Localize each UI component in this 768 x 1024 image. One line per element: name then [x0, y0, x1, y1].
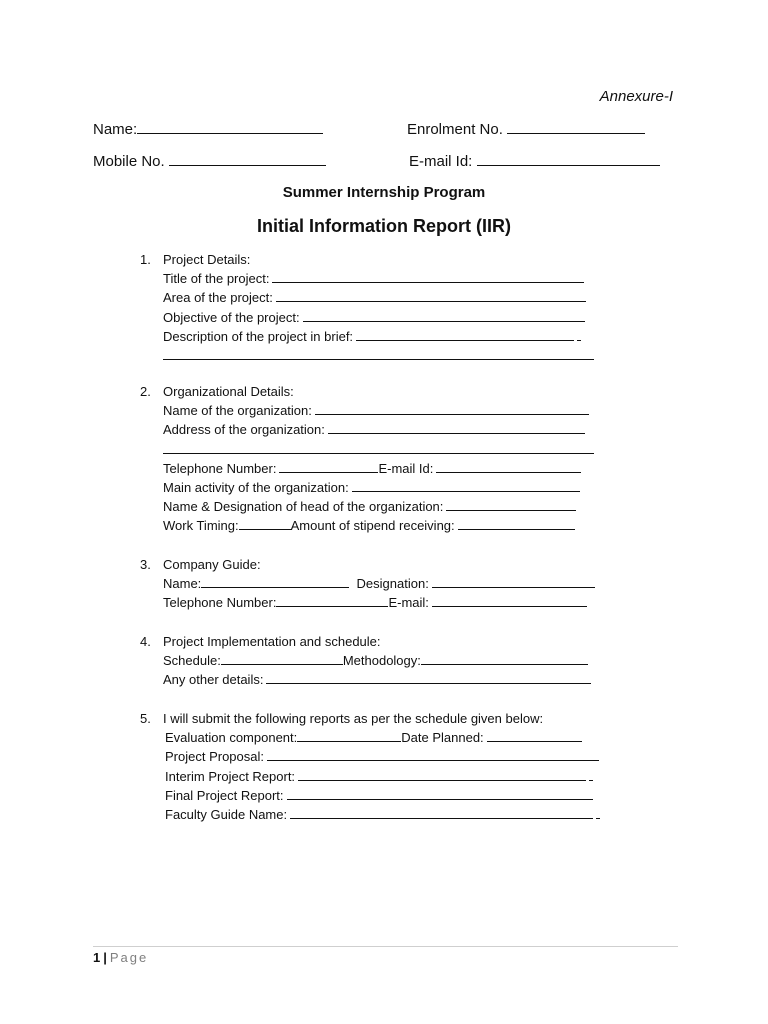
final-report-field [163, 786, 623, 805]
mobile-blank[interactable] [169, 151, 326, 166]
faculty-guide-field [163, 805, 623, 824]
evaluation-blank[interactable] [297, 729, 401, 742]
section-heading: Project Details: [163, 252, 251, 267]
project-title-field [163, 269, 623, 288]
section-heading: I will submit the following reports as per the schedule given below: [163, 711, 544, 726]
page-number: 1 [93, 950, 101, 965]
evaluation-date-field [163, 728, 623, 747]
project-area-field [163, 288, 623, 307]
section-heading: Organizational Details: [163, 384, 294, 399]
field-label: Name of the organization: [163, 403, 312, 419]
field-label: Interim Project Report: [165, 768, 296, 784]
field-label: Faculty Guide Name: [165, 806, 288, 822]
field-label: Schedule: [163, 653, 221, 669]
field-label: Telephone Number: [163, 460, 277, 476]
field-label: Area of the project: [163, 290, 273, 306]
project-proposal-blank[interactable] [267, 748, 599, 761]
org-main-activity-field [163, 478, 623, 497]
project-description-blank[interactable] [356, 328, 574, 341]
section-number: 1. [140, 252, 151, 267]
enrolment-blank[interactable] [507, 119, 645, 134]
guide-name-designation-field [163, 574, 623, 593]
guide-telephone-email-field [163, 593, 623, 612]
project-description-field [163, 327, 623, 346]
email-field [409, 151, 660, 170]
name-blank[interactable] [137, 119, 323, 134]
mobile-field [93, 151, 326, 170]
interim-report-field [163, 767, 623, 786]
org-address-continuation [163, 440, 623, 459]
guide-email-blank[interactable] [432, 594, 587, 607]
org-address-blank[interactable] [328, 421, 585, 434]
enrolment-label: Enrolment No. [407, 121, 503, 138]
project-objective-field [163, 308, 623, 327]
org-address-blank-2[interactable] [163, 441, 594, 454]
trailing-dash [596, 806, 600, 819]
email-blank[interactable] [477, 151, 660, 166]
schedule-blank[interactable] [221, 652, 343, 665]
field-label: Project Proposal: [165, 749, 264, 765]
org-head-field [163, 497, 623, 516]
project-area-blank[interactable] [276, 289, 586, 302]
section-number: 5. [140, 711, 151, 726]
mobile-label: Mobile No. [93, 153, 165, 170]
project-description-blank-2[interactable] [163, 347, 594, 360]
guide-name-blank[interactable] [201, 575, 349, 588]
annexure-label: Annexure-I [599, 88, 673, 105]
name-field [93, 119, 323, 138]
stipend-blank[interactable] [458, 517, 575, 530]
report-title: Initial Information Report (IIR) [257, 216, 511, 236]
field-label: E-mail: [388, 595, 429, 611]
org-address-field [163, 420, 623, 439]
trailing-dash [589, 768, 593, 781]
field-label: Name: [163, 576, 202, 592]
work-timing-blank[interactable] [239, 517, 291, 530]
field-label: Date Planned: [401, 730, 484, 746]
field-label: Objective of the project: [163, 309, 300, 325]
other-details-blank[interactable] [266, 671, 591, 684]
field-label: Final Project Report: [165, 787, 284, 803]
field-label: Methodology: [342, 653, 421, 669]
interim-report-blank[interactable] [298, 768, 586, 781]
field-label: Address of the organization: [163, 422, 325, 438]
project-objective-blank[interactable] [303, 309, 585, 322]
work-timing-stipend-field [163, 516, 623, 535]
field-label: Title of the project: [163, 271, 270, 287]
guide-designation-blank[interactable] [432, 575, 595, 588]
page-word: Page [109, 950, 149, 965]
section-heading: Company Guide: [163, 557, 261, 572]
email-label: E-mail Id: [409, 153, 473, 170]
section-heading: Project Implementation and schedule: [163, 634, 381, 649]
footer-separator: | [103, 950, 107, 965]
field-label: Work Timing: [163, 518, 239, 534]
section-number: 3. [140, 557, 151, 572]
section-number: 2. [140, 384, 151, 399]
field-label: Main activity of the organization: [163, 479, 349, 495]
date-planned-blank[interactable] [487, 729, 582, 742]
field-label: E-mail Id: [378, 460, 434, 476]
footer-divider [93, 946, 678, 947]
project-description-continuation [163, 346, 623, 365]
org-name-field [163, 401, 623, 420]
field-label: Any other details: [163, 672, 264, 688]
org-telephone-blank[interactable] [279, 460, 378, 473]
guide-telephone-blank[interactable] [276, 594, 388, 607]
field-label: Designation: [356, 576, 429, 592]
org-email-blank[interactable] [436, 460, 581, 473]
section-number: 4. [140, 634, 151, 649]
page-footer [93, 950, 148, 965]
faculty-guide-blank[interactable] [290, 806, 593, 819]
schedule-methodology-field [163, 651, 623, 670]
org-name-blank[interactable] [315, 402, 589, 415]
field-label: Description of the project in brief: [163, 328, 354, 344]
program-title: Summer Internship Program [282, 184, 486, 201]
project-title-blank[interactable] [272, 270, 584, 283]
field-label: Telephone Number: [163, 595, 277, 611]
org-head-blank[interactable] [446, 498, 576, 511]
field-label: Evaluation component: [165, 730, 298, 746]
org-telephone-email-field [163, 459, 623, 478]
field-label: Name & Designation of head of the organization: [163, 499, 444, 515]
methodology-blank[interactable] [421, 652, 588, 665]
other-details-field [163, 670, 623, 689]
enrolment-field [407, 119, 645, 138]
project-proposal-field [163, 747, 623, 766]
field-label: Amount of stipend receiving: [290, 518, 455, 534]
org-main-activity-blank[interactable] [352, 479, 580, 492]
trailing-dash [577, 328, 581, 341]
final-report-blank[interactable] [287, 787, 593, 800]
name-label: Name: [93, 121, 138, 138]
